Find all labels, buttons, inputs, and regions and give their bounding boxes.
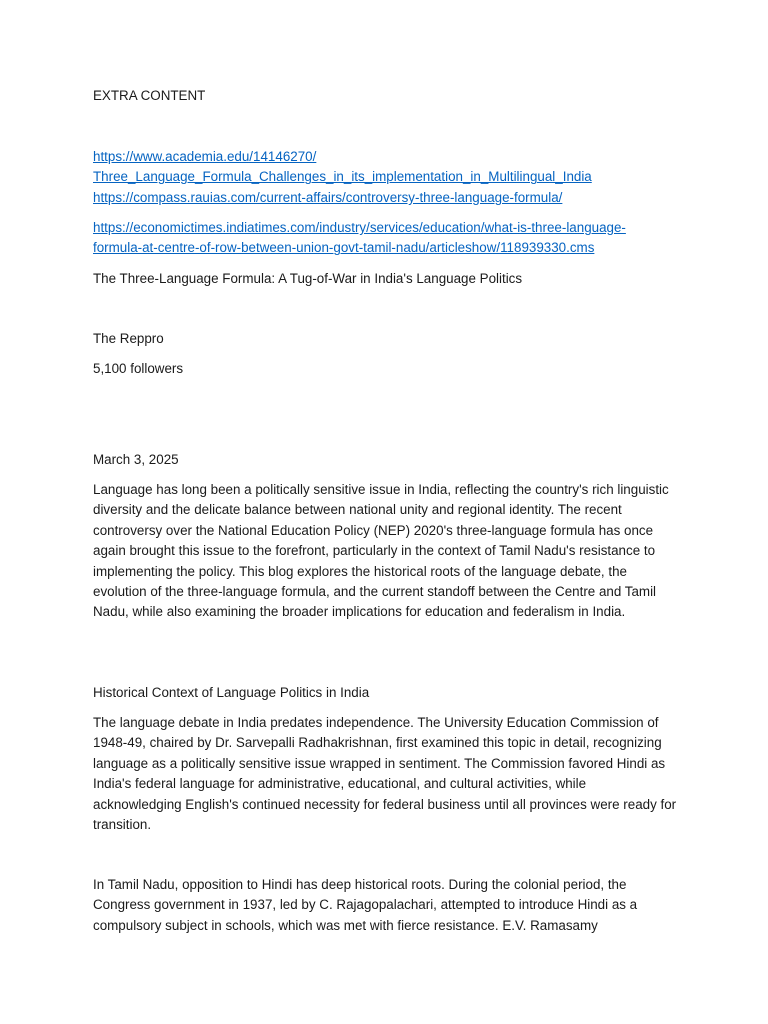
author-name: The Reppro [93,331,164,346]
economictimes-link[interactable] [93,218,677,259]
academia-link[interactable] [93,147,677,188]
history-paragraph: The language debate in India predates independence. The University Education Commission of 1948-49, chaired by Dr. Sarvepalli Radhakrishnan, first examined this topic in detail, recognizing language as a politically sensitive issue wrapped in sentiment. The Commission favored Hindi as India's federal language for administrative, educational, and cultural activities, while acknowledging English's continued necessity for federal business until all provinces were ready for transition. [93,715,677,833]
academia-link-line1[interactable]: https://www.academia.edu/14146270/ [93,149,317,164]
academia-link-line2[interactable]: Three_Language_Formula_Challenges_in_its_implementation_in_Multilingual_India [93,169,592,185]
publish-date: March 3, 2025 [93,452,179,467]
tamil-paragraph: In Tamil Nadu, opposition to Hindi has deep historical roots. During the colonial period, the Congress government in 1937, led by C. Rajagopalachari, attempted to introduce Hindi as a compulsory subject in schools, which was met with fierce resistance. E.V. Ramasamy [93,877,638,933]
article-title: The Three-Language Formula: A Tug-of-War in India's Language Politics [93,271,523,286]
economictimes-link-line1[interactable]: https://economictimes.indiatimes.com/industry/services/education/what-is-three-language- [93,220,626,235]
followers-count: 5,100 followers [93,361,184,376]
extra-content-heading: EXTRA CONTENT [93,88,206,103]
economictimes-link-line2[interactable]: formula-at-centre-of-row-between-union-govt-tamil-nadu/articleshow/118939330.cms [93,240,595,256]
compass-link[interactable]: https://compass.rauias.com/current-affairs/controversy-three-language-formula/ [93,190,563,205]
section-heading: Historical Context of Language Politics in India [93,685,370,700]
intro-paragraph: Language has long been a politically sensitive issue in India, reflecting the country's rich linguistic diversity and the delicate balance between national unity and regional identity. The recent controversy over the National Education Policy (NEP) 2020's three-language formula has once again brought this issue to the forefront, particularly in the context of Tamil Nadu's resistance to implementing the policy. This blog explores the historical roots of the language debate, the evolution of the three-language formula, and the current standoff between the Centre and Tamil Nadu, while also examining the broader implications for education and federalism in India. [93,482,669,620]
